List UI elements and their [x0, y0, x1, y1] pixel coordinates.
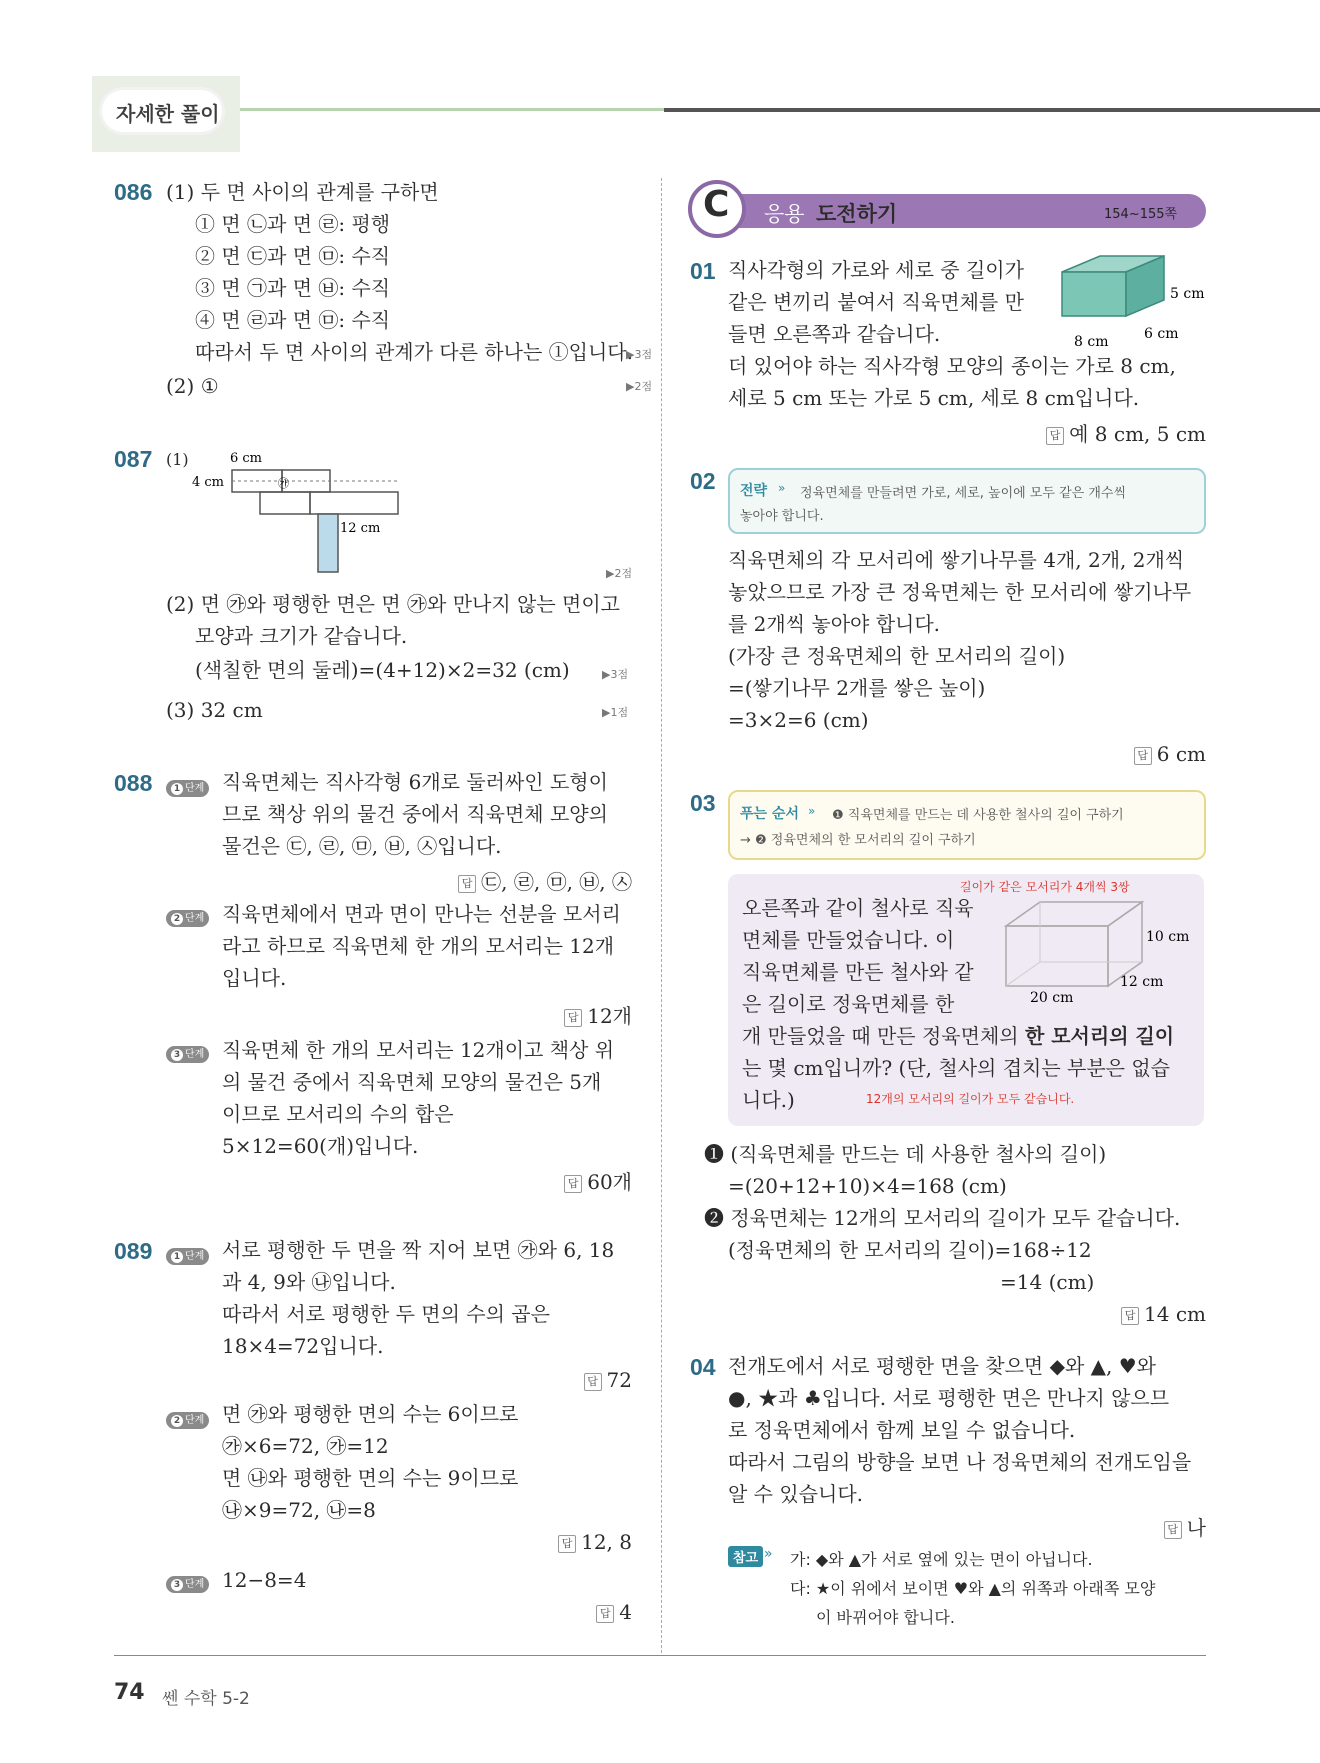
- p01-label-5cm: 5 cm: [1170, 286, 1205, 302]
- p087-line4: (색칠한 면의 둘레)=(4+12)×2=32 (cm): [195, 658, 570, 682]
- p087-points3: ▶1점: [602, 706, 629, 719]
- p088-c1: 직육면체 한 개의 모서리는 12개이고 책상 위: [222, 1038, 615, 1062]
- section-letter: C: [703, 184, 730, 225]
- p03-note-pairs: 길이가 같은 모서리가 4개씩 3쌍: [960, 880, 1130, 894]
- p02-line2: 놓았으므로 가장 큰 정육면체는 한 모서리에 쌓기나무: [728, 580, 1192, 604]
- p03-order-tag: 푸는 순서: [740, 806, 799, 822]
- p088-c4: 5×12=60(개)입니다.: [222, 1134, 419, 1158]
- p02-strategy-arrow: »: [778, 481, 786, 495]
- p089-b2: ㉮×6=72, ㉮=12: [222, 1434, 389, 1458]
- p03-answer: 답 14 cm: [1121, 1302, 1206, 1326]
- p086-line6: 따라서 두 면 사이의 관계가 다른 하나는 ①입니다.: [195, 340, 633, 364]
- header-badge-text: 자세한 풀이: [116, 102, 220, 126]
- p088-a2: 므로 책상 위의 물건 중에서 직육면체 모양의: [222, 802, 608, 826]
- p089-a1: 서로 평행한 두 면을 짝 지어 보면 ㉮와 6, 18: [222, 1238, 615, 1262]
- p02-strategy-tag: 전략: [740, 483, 768, 499]
- p089-step2-badge: 2 단계: [166, 1408, 209, 1429]
- p089-step1-badge: 1 단계: [166, 1244, 209, 1265]
- p01-line3: 들면 오른쪽과 같습니다.: [728, 322, 941, 346]
- problem-number-086: 086: [114, 179, 153, 205]
- p087-points2: ▶3점: [602, 668, 629, 681]
- p088-c2: 의 물건 중에서 직육면체 모양의 물건은 5개: [222, 1070, 602, 1094]
- p03-s2: =(20+12+10)×4=168 (cm): [728, 1174, 1007, 1198]
- p04-line5: 알 수 있습니다.: [728, 1482, 863, 1506]
- p02-strategy-box: [728, 468, 1206, 534]
- p089-a4: 18×4=72입니다.: [222, 1334, 384, 1358]
- p087-label-12cm: 12 cm: [340, 521, 381, 536]
- p087-net-figure: [190, 446, 410, 586]
- p088-step2-badge: 2 단계: [166, 906, 209, 927]
- p089-b4: ㉯×9=72, ㉯=8: [222, 1498, 376, 1522]
- p089-answer3: 답 4: [596, 1600, 632, 1624]
- problem-number-03: 03: [690, 790, 716, 816]
- section-title-1: 응용: [764, 202, 805, 226]
- p02-tip2: 놓아야 합니다.: [740, 509, 824, 524]
- p04-line2: ●, ★과 ♣입니다. 서로 평행한 면은 만나지 않으므: [728, 1386, 1170, 1410]
- p02-line5: =(쌓기나무 2개를 쌓은 높이): [728, 676, 986, 700]
- p089-answer2: 답 12, 8: [558, 1530, 632, 1554]
- p04-line4: 따라서 그림의 방향을 보면 나 정육면체의 전개도임을: [728, 1450, 1192, 1474]
- p04-note-tag: 참고: [728, 1546, 763, 1567]
- p02-line3: 를 2개씩 놓아야 합니다.: [728, 612, 941, 636]
- p02-line4: (가장 큰 정육면체의 한 모서리의 길이): [728, 644, 1066, 668]
- p03-tip2: → ❷ 정육면체의 한 모서리의 길이 구하기: [740, 833, 976, 848]
- p087-line5: (3) 32 cm: [166, 698, 263, 722]
- p03-order-arrow: »: [808, 804, 816, 818]
- p088-a1: 직육면체는 직사각형 6개로 둘러싸인 도형이: [222, 770, 608, 794]
- p087-line3: 모양과 크기가 같습니다.: [195, 624, 408, 648]
- p03-q3: 직육면체를 만든 철사와 같: [742, 960, 974, 984]
- p089-a3: 따라서 서로 평행한 두 면의 수의 곱은: [222, 1302, 550, 1326]
- p03-s4: (정육면체의 한 모서리의 길이)=168÷12: [728, 1238, 1092, 1262]
- header-rule-light: [240, 108, 664, 111]
- p02-tip1: 정육면체를 만들려면 가로, 세로, 높이에 모두 같은 개수씩: [800, 486, 1127, 501]
- p02-line1: 직육면체의 각 모서리에 쌓기나무를 4개, 2개, 2개씩: [728, 548, 1185, 572]
- footer-rule: [114, 1655, 1206, 1656]
- problem-number-088: 088: [114, 770, 153, 796]
- section-title-2: 도전하기: [816, 202, 898, 226]
- p089-step3-badge: 3 단계: [166, 1572, 209, 1593]
- p03-wire-cuboid-figure: [1000, 896, 1200, 1006]
- p086-line5: ④ 면 ㉣과 면 ㉤: 수직: [195, 308, 391, 332]
- p01-line5: 세로 5 cm 또는 가로 5 cm, 세로 8 cm입니다.: [728, 386, 1140, 410]
- p086-line7: (2) ①: [166, 374, 219, 398]
- p02-answer: 답 6 cm: [1134, 742, 1206, 766]
- p03-q5-bold: 한 모서리의 길이: [1024, 1024, 1175, 1048]
- p03-label-20cm: 20 cm: [1030, 990, 1074, 1006]
- p086-points1: ▶3점: [626, 348, 653, 361]
- p087-line2: (2) 면 ㉮와 평행한 면은 면 ㉮와 만나지 않는 면이고: [166, 592, 620, 616]
- p04-line1: 전개도에서 서로 평행한 면을 찾으면 ◆와 ▲, ♥와: [728, 1354, 1156, 1378]
- footer-page-number: 74: [114, 1680, 145, 1705]
- p03-s3: ❷ 정육면체는 12개의 모서리의 길이가 모두 같습니다.: [704, 1206, 1181, 1230]
- p03-q4: 은 길이로 정육면체를 한: [742, 992, 955, 1016]
- p03-order-box: [728, 790, 1206, 860]
- column-divider: [661, 178, 662, 1653]
- p086-line4: ③ 면 ㉠과 면 ㉥: 수직: [195, 276, 391, 300]
- footer-book-title: 쎈 수학 5-2: [162, 1689, 250, 1709]
- p088-b2: 라고 하므로 직육면체 한 개의 모서리는 12개: [222, 934, 615, 958]
- p087-label-6cm: 6 cm: [230, 451, 263, 466]
- p088-answer3: 답 60개: [564, 1166, 632, 1195]
- p089-c1: 12−8=4: [222, 1568, 307, 1592]
- p089-b1: 면 ㉮와 평행한 면의 수는 6이므로: [222, 1402, 519, 1426]
- p03-q2: 면체를 만들었습니다. 이: [742, 928, 955, 952]
- p088-step3-badge: 3 단계: [166, 1042, 209, 1063]
- p087-points1: ▶2점: [606, 567, 633, 580]
- p03-s5: =14 (cm): [1000, 1270, 1095, 1294]
- p088-answer1: 답 ㉢, ㉣, ㉤, ㉥, ㉦: [458, 866, 632, 895]
- p03-s1: ❶ (직육면체를 만드는 데 사용한 철사의 길이): [704, 1142, 1107, 1166]
- p04-answer: 답 나: [1164, 1512, 1206, 1541]
- p086-line2: ① 면 ㉡과 면 ㉣: 평행: [195, 212, 391, 236]
- p03-note-equal: 12개의 모서리의 길이가 모두 같습니다.: [866, 1092, 1075, 1106]
- p04-line3: 로 정육면체에서 함께 보일 수 없습니다.: [728, 1418, 1076, 1442]
- p02-line6: =3×2=6 (cm): [728, 708, 869, 732]
- p04-note2: 다: ★이 위에서 보이면 ♥와 ▲의 위쪽과 아래쪽 모양: [790, 1579, 1156, 1598]
- p01-line2: 같은 변끼리 붙여서 직육면체를 만: [728, 290, 1024, 314]
- p01-line1: 직사각형의 가로와 세로 중 길이가: [728, 258, 1024, 282]
- p01-answer: 답 예 8 cm, 5 cm: [1046, 418, 1206, 447]
- p088-c3: 이므로 모서리의 수의 합은: [222, 1102, 454, 1126]
- p03-q7: 니다.): [742, 1088, 795, 1112]
- section-pages: 154~155쪽: [1104, 207, 1178, 222]
- problem-number-089: 089: [114, 1238, 153, 1264]
- p086-points2: ▶2점: [626, 380, 653, 393]
- p03-q1: 오른쪽과 같이 철사로 직육: [742, 896, 974, 920]
- p087-label-4cm: 4 cm: [192, 475, 225, 490]
- p04-note1: 가: ◆와 ▲가 서로 옆에 있는 면이 아닙니다.: [790, 1550, 1093, 1569]
- p01-label-6cm: 6 cm: [1144, 326, 1179, 342]
- header-badge: [92, 76, 240, 152]
- problem-number-02: 02: [690, 468, 716, 494]
- p03-q5: 개 만들었을 때 만든 정육면체의 한 모서리의 길이: [742, 1024, 1175, 1048]
- p088-b1: 직육면체에서 면과 면이 만나는 선분을 모서리: [222, 902, 621, 926]
- problem-number-04: 04: [690, 1354, 716, 1380]
- p01-cuboid-figure: [1058, 250, 1218, 350]
- p089-a2: 과 4, 9와 ㉯입니다.: [222, 1270, 396, 1294]
- p088-step1-badge: 1 단계: [166, 776, 209, 797]
- p03-label-12cm: 12 cm: [1120, 974, 1164, 990]
- p03-q6: 는 몇 cm입니까? (단, 철사의 겹치는 부분은 없습: [742, 1056, 1170, 1080]
- p01-label-8cm: 8 cm: [1074, 334, 1109, 350]
- p04-note3: 이 바뀌어야 합니다.: [816, 1608, 955, 1627]
- p087-label-ga: ㉮: [278, 477, 289, 490]
- p088-b3: 입니다.: [222, 966, 287, 990]
- problem-number-087: 087: [114, 446, 153, 472]
- p01-line4: 더 있어야 하는 직사각형 모양의 종이는 가로 8 cm,: [728, 354, 1176, 378]
- p03-label-10cm: 10 cm: [1146, 929, 1190, 945]
- p089-b3: 면 ㉯와 평행한 면의 수는 9이므로: [222, 1466, 519, 1490]
- p086-line3: ② 면 ㉢과 면 ㉤: 수직: [195, 244, 391, 268]
- header-rule-dark: [664, 108, 1320, 112]
- p04-note-arrow: »: [764, 1546, 773, 1562]
- p088-a3: 물건은 ㉢, ㉣, ㉤, ㉥, ㉦입니다.: [222, 834, 502, 858]
- p088-answer2: 답 12개: [564, 1000, 632, 1029]
- p089-answer1: 답 72: [584, 1368, 632, 1392]
- p086-line1: (1) 두 면 사이의 관계를 구하면: [166, 180, 439, 204]
- problem-number-01: 01: [690, 258, 716, 284]
- p087-line1: (1): [166, 450, 189, 469]
- p03-tip1: ❶ 직육면체를 만드는 데 사용한 철사의 길이 구하기: [832, 808, 1124, 823]
